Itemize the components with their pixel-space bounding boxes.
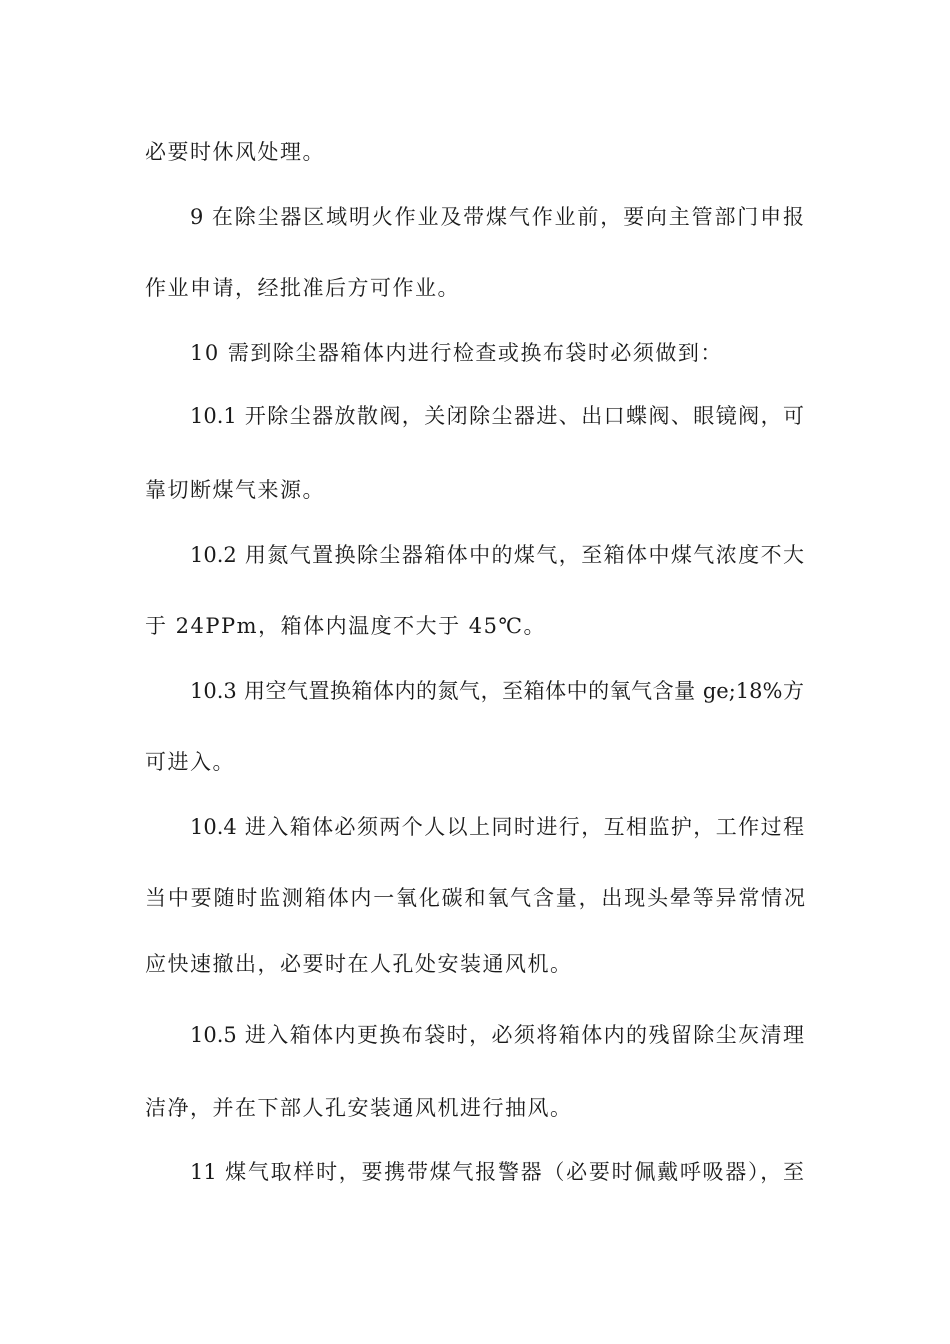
text-line: 靠切断煤气来源。 bbox=[145, 478, 325, 502]
text-line: 可进入。 bbox=[145, 750, 235, 774]
text-line: 10.4 进入箱体必须两个人以上同时进行，互相监护，工作过程 bbox=[190, 815, 804, 839]
text-line: 应快速撤出，必要时在人孔处安装通风机。 bbox=[145, 952, 573, 976]
text-line: 10.5 进入箱体内更换布袋时，必须将箱体内的残留除尘灰清理 bbox=[190, 1023, 804, 1047]
text-line: 必要时休风处理。 bbox=[145, 140, 325, 164]
text-line: 作业申请，经批准后方可作业。 bbox=[145, 276, 460, 300]
text-line: 10 需到除尘器箱体内进行检查或换布袋时必须做到： bbox=[190, 341, 723, 365]
text-line: 于 24PPm，箱体内温度不大于 45℃。 bbox=[145, 614, 546, 638]
text-line: 10.1 开除尘器放散阀，关闭除尘器进、出口蝶阀、眼镜阀，可 bbox=[190, 404, 804, 428]
text-line: 10.2 用氮气置换除尘器箱体中的煤气，至箱体中煤气浓度不大 bbox=[190, 543, 804, 567]
text-line: 当中要随时监测箱体内一氧化碳和氧气含量，出现头晕等异常情况 bbox=[145, 886, 805, 910]
text-line: 11 煤气取样时，要携带煤气报警器（必要时佩戴呼吸器），至 bbox=[190, 1160, 804, 1184]
text-line: 9 在除尘器区域明火作业及带煤气作业前，要向主管部门申报 bbox=[190, 205, 804, 229]
text-line: 10.3 用空气置换箱体内的氮气，至箱体中的氧气含量 ge;18%方 bbox=[190, 679, 804, 703]
text-line: 洁净，并在下部人孔安装通风机进行抽风。 bbox=[145, 1096, 573, 1120]
